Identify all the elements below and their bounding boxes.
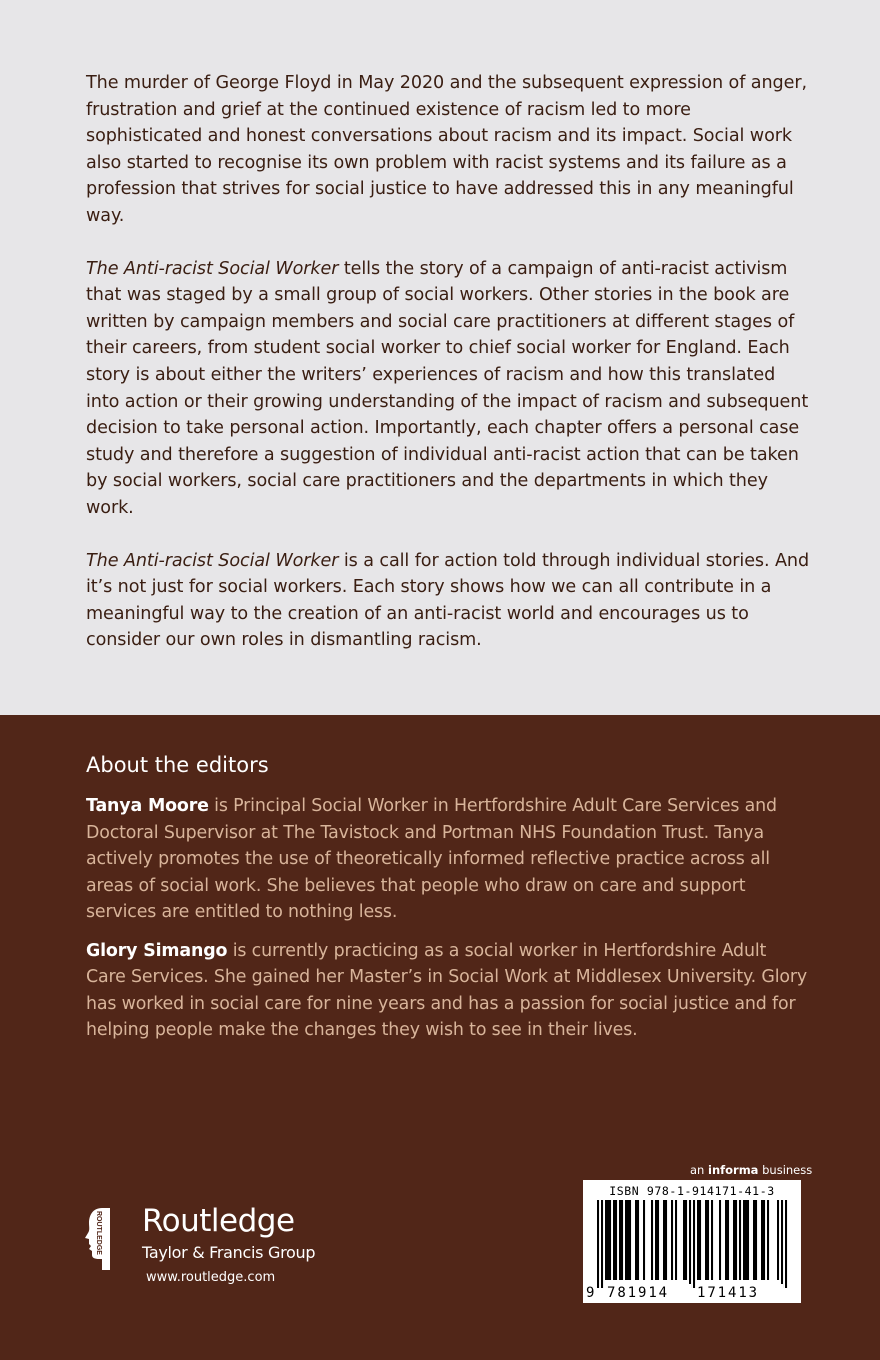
barcode-bar bbox=[635, 1200, 637, 1280]
barcode-bar bbox=[767, 1200, 769, 1280]
barcode-bar bbox=[785, 1200, 787, 1288]
barcode-bar bbox=[643, 1200, 645, 1280]
barcode-bar bbox=[743, 1200, 745, 1280]
blurb-text bbox=[86, 70, 811, 680]
barcode-bar bbox=[607, 1200, 609, 1280]
isbn-barcode bbox=[583, 1180, 801, 1303]
editor-bio-1 bbox=[86, 793, 811, 926]
editor-bio-2-text: is currently practicing as a social worker in Hertfordshire Adult Care Services. She gained her Master’s in Social Work at Middlesex University. Glory has worked in social care for nine years and has a passion for social justice and for helping people make the changes they wish to see in their lives. bbox=[86, 940, 808, 1040]
editor-name-1: Tanya Moore bbox=[86, 796, 209, 816]
barcode-bar bbox=[693, 1200, 695, 1288]
barcode-bar bbox=[663, 1200, 665, 1280]
isbn-text: ISBN 978-1-914171-41-3 bbox=[609, 1184, 775, 1198]
editors-section bbox=[0, 715, 880, 1360]
barcode-right-digits: 171413 bbox=[697, 1284, 783, 1302]
barcode-bar bbox=[733, 1200, 735, 1280]
blurb-paragraph-2-text: tells the story of a campaign of anti-racist activism that was staged by a small group of social workers. Other stories in the book are written by campaign members and social care practitioners at different stages of their careers, from student social worker to chief social worker for England. Each story is about either the writers’ experiences of racism and how this translated into action or their growing understanding of the impact of racism and subsequent decision to take personal action. Importantly, each chapter offers a personal case study and therefore a suggestion of individual anti-racist action that can be taken by social workers, social care practitioners and the departments in which they work. bbox=[86, 258, 809, 518]
barcode-bar bbox=[719, 1200, 721, 1280]
publisher-logo bbox=[80, 1202, 350, 1302]
informa-business-label: an informa business bbox=[690, 1163, 813, 1177]
barcode-bar bbox=[755, 1200, 757, 1280]
blurb-paragraph-3 bbox=[86, 548, 811, 654]
logo-mark-text: ROUTLEDGE bbox=[95, 1211, 102, 1255]
barcode-bar bbox=[725, 1200, 727, 1280]
blurb-paragraph-1: The murder of George Floyd in May 2020 and the subsequent expression of anger, frustration and grief at the continued existence of racism led to more sophisticated and honest conversations about racism and its impact. Social work also started to recognise its own problem with racist systems and its failure as a profession that strives for social justice to have addressed this in any meaningful way. bbox=[86, 73, 807, 226]
barcode-left-digits: 781914 bbox=[607, 1284, 691, 1302]
barcode-bar bbox=[699, 1200, 701, 1280]
barcode-bar bbox=[621, 1200, 623, 1280]
book-title-italic: The Anti-racist Social Worker bbox=[86, 550, 339, 571]
barcode-bar bbox=[629, 1200, 631, 1280]
barcode-bar bbox=[609, 1200, 611, 1280]
barcode-bar bbox=[619, 1200, 621, 1280]
barcode-bar bbox=[685, 1200, 687, 1280]
editor-bio-2 bbox=[86, 938, 811, 1044]
barcode-bar bbox=[705, 1200, 707, 1280]
blurb-paragraph-3-text: is a call for action told through individual stories. And it’s not just for social workers. Each story shows how we can all contribute in a meaningful way to the creation of an anti-racist world and encourages us to consider our own roles in dismantling racism. bbox=[86, 550, 810, 651]
barcode-bar bbox=[753, 1200, 755, 1280]
blurb-paragraph-2 bbox=[86, 256, 811, 522]
barcode-bar bbox=[739, 1200, 741, 1280]
barcode-bar bbox=[747, 1200, 749, 1280]
barcode-bar bbox=[689, 1200, 691, 1288]
publisher-name: Routledge bbox=[142, 1203, 295, 1239]
barcode-digits bbox=[583, 1284, 801, 1302]
editors-heading: About the editors bbox=[86, 753, 269, 777]
barcode-bars bbox=[593, 1200, 791, 1288]
barcode-bar bbox=[781, 1200, 783, 1288]
barcode-bar bbox=[637, 1200, 639, 1280]
routledge-head-logo-icon bbox=[80, 1204, 112, 1278]
barcode-bar bbox=[597, 1200, 599, 1288]
barcode-bar bbox=[675, 1200, 677, 1280]
barcode-bar bbox=[615, 1200, 617, 1280]
informa-brand: informa bbox=[708, 1163, 759, 1177]
barcode-bar bbox=[761, 1200, 763, 1280]
barcode-bar bbox=[651, 1200, 653, 1280]
barcode-bar bbox=[711, 1200, 713, 1280]
barcode-bar bbox=[605, 1200, 607, 1280]
editors-bios bbox=[86, 793, 811, 1056]
barcode-first-digit: 9 bbox=[586, 1285, 595, 1301]
publisher-url[interactable]: www.routledge.com bbox=[146, 1270, 276, 1285]
barcode-bar bbox=[697, 1200, 699, 1280]
barcode-bar bbox=[657, 1200, 659, 1280]
barcode-bar bbox=[601, 1200, 603, 1288]
barcode-bar bbox=[745, 1200, 747, 1280]
editor-bio-1-text: is Principal Social Worker in Hertfordshire Adult Care Services and Doctoral Supervisor at The Tavistock and Portman NHS Foundation Trust. Tanya actively promotes the use of theoretically informed reflective practice across all areas of social work. She believes that people who draw on care and support services are entitled to nothing less. bbox=[86, 796, 777, 922]
editor-name-2: Glory Simango bbox=[86, 940, 228, 961]
barcode-bar bbox=[655, 1200, 657, 1280]
barcode-bar bbox=[777, 1200, 779, 1280]
barcode-bar bbox=[683, 1200, 685, 1280]
barcode-bar bbox=[613, 1200, 615, 1280]
barcode-bar bbox=[671, 1200, 673, 1280]
barcode-bar bbox=[625, 1200, 627, 1280]
barcode-bar bbox=[735, 1200, 737, 1280]
publisher-group: Taylor & Francis Group bbox=[142, 1243, 316, 1262]
barcode-bar bbox=[727, 1200, 729, 1280]
barcode-bar bbox=[763, 1200, 765, 1280]
barcode-bar bbox=[627, 1200, 629, 1280]
barcode-bar bbox=[665, 1200, 667, 1280]
book-title-italic: The Anti-racist Social Worker bbox=[86, 258, 339, 279]
barcode-bar bbox=[707, 1200, 709, 1280]
